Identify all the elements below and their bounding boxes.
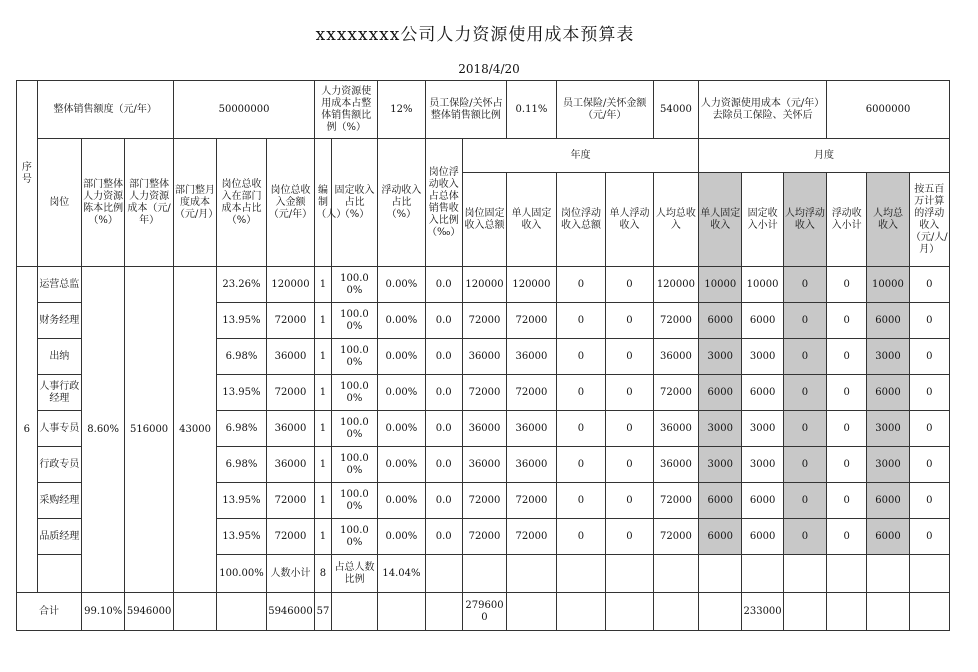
cell-headcount: 1 — [315, 303, 332, 339]
cell-m2: 6000 — [742, 519, 783, 555]
cell-headcount: 1 — [315, 447, 332, 483]
cell-m2: 6000 — [742, 375, 783, 411]
cell-m5: 6000 — [867, 483, 909, 519]
cell-a5: 72000 — [653, 519, 698, 555]
total-monthly-fixed: 233000 — [742, 593, 783, 631]
hr-ratio-value: 12% — [378, 81, 425, 139]
cell-a1: 72000 — [462, 375, 506, 411]
cell-a4: 0 — [606, 375, 653, 411]
summary-row — [17, 81, 950, 139]
table-row — [17, 267, 950, 303]
cell-m4: 0 — [827, 447, 867, 483]
col-float-ratio: 浮动收入占比（%） — [378, 139, 425, 267]
cell-m3: 0 — [783, 303, 826, 339]
cell-headcount: 1 — [315, 483, 332, 519]
total-annual-fixed: 2796000 — [462, 593, 506, 631]
col-annual-fixed-total: 岗位固定收入总额 — [462, 173, 506, 267]
cell-m6: 0 — [909, 303, 949, 339]
header-row-1 — [17, 139, 950, 173]
cell-a5: 72000 — [653, 375, 698, 411]
cell-m4: 0 — [827, 411, 867, 447]
seq-header: 序号 — [17, 81, 38, 267]
cell-a1: 36000 — [462, 411, 506, 447]
cell-a1: 36000 — [462, 339, 506, 375]
group-dept-cost-month: 43000 — [173, 267, 216, 593]
cell-fixed-ratio: 100.00% — [331, 375, 377, 411]
cell-income: 120000 — [266, 267, 315, 303]
cell-position: 人事专员 — [37, 411, 81, 447]
cell-headcount: 1 — [315, 339, 332, 375]
subtotal-position-empty — [37, 555, 81, 593]
cell-fixed-ratio: 100.00% — [331, 267, 377, 303]
cell-a2: 72000 — [507, 483, 557, 519]
cell-float-ratio: 0.00% — [378, 519, 425, 555]
cell-m1: 6000 — [699, 519, 742, 555]
cell-headcount: 1 — [315, 411, 332, 447]
cell-a3: 0 — [556, 267, 606, 303]
cell-position: 财务经理 — [37, 303, 81, 339]
cell-m2: 3000 — [742, 339, 783, 375]
cell-float-sales-ratio: 0.0 — [425, 519, 462, 555]
cell-m5: 3000 — [867, 447, 909, 483]
cell-a4: 0 — [606, 267, 653, 303]
subtotal-share-label: 占总人数比例 — [331, 555, 377, 593]
cell-a5: 72000 — [653, 483, 698, 519]
cell-m6: 0 — [909, 267, 949, 303]
cell-position: 人事行政经理 — [37, 375, 81, 411]
col-annual-avg: 人均总收入 — [653, 173, 698, 267]
cell-m5: 6000 — [867, 303, 909, 339]
col-annual-fixed-per: 单人固定收入 — [507, 173, 557, 267]
cell-position: 行政专员 — [37, 447, 81, 483]
cell-m1: 3000 — [699, 339, 742, 375]
total-dept-cost-year: 5946000 — [125, 593, 174, 631]
cell-a2: 36000 — [507, 447, 557, 483]
cell-a3: 0 — [556, 375, 606, 411]
col-fixed-ratio: 固定收入占比（%） — [331, 139, 377, 267]
cell-pos-ratio: 6.98% — [217, 447, 267, 483]
cell-a4: 0 — [606, 303, 653, 339]
col-dept-cost-month: 部门整月度成本（元/月） — [173, 139, 216, 267]
ins-ratio-value: 0.11% — [507, 81, 557, 139]
cell-position: 采购经理 — [37, 483, 81, 519]
cell-income: 72000 — [266, 303, 315, 339]
cell-a2: 36000 — [507, 411, 557, 447]
subtotal-hc-label: 人数小计 — [266, 555, 315, 593]
monthly-group-header: 月度 — [699, 139, 950, 173]
cell-float-ratio: 0.00% — [378, 339, 425, 375]
group-seq: 6 — [17, 267, 38, 593]
cell-position: 运营总监 — [37, 267, 81, 303]
cell-m3: 0 — [783, 447, 826, 483]
cell-float-sales-ratio: 0.0 — [425, 375, 462, 411]
cell-m2: 6000 — [742, 483, 783, 519]
cell-float-sales-ratio: 0.0 — [425, 447, 462, 483]
cell-m3: 0 — [783, 411, 826, 447]
cell-m4: 0 — [827, 339, 867, 375]
col-monthly-fixed-per: 单人固定收入 — [699, 173, 742, 267]
cell-float-ratio: 0.00% — [378, 411, 425, 447]
ins-amount-value: 54000 — [653, 81, 698, 139]
cell-a2: 72000 — [507, 375, 557, 411]
cell-m4: 0 — [827, 483, 867, 519]
cell-m1: 6000 — [699, 375, 742, 411]
col-headcount: 编制（人） — [315, 139, 332, 267]
cell-income: 36000 — [266, 339, 315, 375]
cell-headcount: 1 — [315, 267, 332, 303]
col-dept-ratio: 部门整体人力资源陈本比例（%） — [82, 139, 125, 267]
cell-float-sales-ratio: 0.0 — [425, 339, 462, 375]
cell-income: 36000 — [266, 411, 315, 447]
cell-a4: 0 — [606, 483, 653, 519]
cell-a3: 0 — [556, 303, 606, 339]
cell-m6: 0 — [909, 483, 949, 519]
cell-m3: 0 — [783, 519, 826, 555]
cell-m4: 0 — [827, 267, 867, 303]
total-income: 5946000 — [266, 593, 315, 631]
cell-pos-ratio: 13.95% — [217, 303, 267, 339]
cell-a3: 0 — [556, 411, 606, 447]
cell-income: 72000 — [266, 375, 315, 411]
cell-m2: 10000 — [742, 267, 783, 303]
hr-cost-label: 人力资源使用成本（元/年）去除员工保险、关怀后 — [699, 81, 827, 139]
cell-m4: 0 — [827, 375, 867, 411]
cell-m1: 10000 — [699, 267, 742, 303]
cell-a5: 72000 — [653, 303, 698, 339]
col-monthly-avg: 人均总收入 — [867, 173, 909, 267]
cell-a2: 72000 — [507, 303, 557, 339]
cell-m1: 6000 — [699, 483, 742, 519]
cell-a5: 36000 — [653, 411, 698, 447]
cell-a3: 0 — [556, 483, 606, 519]
cell-float-sales-ratio: 0.0 — [425, 267, 462, 303]
col-position: 岗位 — [37, 139, 81, 267]
col-monthly-float-5m: 按五百万计算的浮动收入（元/人/月） — [909, 173, 949, 267]
ins-amount-label: 员工保险/关怀金额（元/年） — [556, 81, 653, 139]
total-dept-ratio: 99.10% — [82, 593, 125, 631]
cell-m5: 10000 — [867, 267, 909, 303]
cell-a3: 0 — [556, 339, 606, 375]
cell-pos-ratio: 23.26% — [217, 267, 267, 303]
cell-float-ratio: 0.00% — [378, 375, 425, 411]
col-monthly-float-avg: 人均浮动收入 — [783, 173, 826, 267]
cell-m2: 3000 — [742, 411, 783, 447]
sales-label: 整体销售额度（元/年） — [37, 81, 173, 139]
annual-group-header: 年度 — [462, 139, 698, 173]
subtotal-share: 14.04% — [378, 555, 425, 593]
cell-a1: 120000 — [462, 267, 506, 303]
cell-fixed-ratio: 100.00% — [331, 447, 377, 483]
cell-a4: 0 — [606, 411, 653, 447]
cell-a1: 72000 — [462, 483, 506, 519]
cell-a1: 36000 — [462, 447, 506, 483]
cell-m3: 0 — [783, 267, 826, 303]
ins-ratio-label: 员工保险/关怀占整体销售额比例 — [425, 81, 507, 139]
cell-float-sales-ratio: 0.0 — [425, 411, 462, 447]
cell-m6: 0 — [909, 519, 949, 555]
cell-float-ratio: 0.00% — [378, 447, 425, 483]
cell-fixed-ratio: 100.00% — [331, 339, 377, 375]
cell-a1: 72000 — [462, 303, 506, 339]
hr-cost-value: 6000000 — [827, 81, 950, 139]
cell-m5: 3000 — [867, 339, 909, 375]
cell-m5: 6000 — [867, 375, 909, 411]
cell-pos-ratio: 13.95% — [217, 483, 267, 519]
page-title: xxxxxxxx公司人力资源使用成本预算表 — [315, 25, 635, 45]
cell-a2: 36000 — [507, 339, 557, 375]
cell-pos-ratio: 6.98% — [217, 411, 267, 447]
cell-float-sales-ratio: 0.0 — [425, 303, 462, 339]
col-annual-float-per: 单人浮动收入 — [606, 173, 653, 267]
cell-a4: 0 — [606, 447, 653, 483]
report-date: 2018/4/20 — [458, 62, 520, 76]
cell-headcount: 1 — [315, 519, 332, 555]
col-pos-income: 岗位总收入金额（元/年） — [266, 139, 315, 267]
cell-m5: 6000 — [867, 519, 909, 555]
cell-income: 36000 — [266, 447, 315, 483]
cell-a5: 120000 — [653, 267, 698, 303]
sales-value: 50000000 — [173, 81, 314, 139]
subtotal-ratio: 100.00% — [217, 555, 267, 593]
group-dept-cost-year: 516000 — [125, 267, 174, 593]
subtotal-hc: 8 — [315, 555, 332, 593]
cell-m3: 0 — [783, 483, 826, 519]
cell-income: 72000 — [266, 483, 315, 519]
cell-m5: 3000 — [867, 411, 909, 447]
cell-m3: 0 — [783, 339, 826, 375]
cell-m3: 0 — [783, 375, 826, 411]
col-pos-ratio: 岗位总收入在部门成本占比（%） — [217, 139, 267, 267]
cell-m2: 3000 — [742, 447, 783, 483]
cell-m1: 3000 — [699, 411, 742, 447]
cell-m1: 6000 — [699, 303, 742, 339]
cell-headcount: 1 — [315, 375, 332, 411]
budget-table — [16, 80, 950, 631]
col-float-sales-ratio: 岗位浮动收入占总体销售收入比例（‰） — [425, 139, 462, 267]
col-dept-cost-year: 部门整体人力资源成本（元/年） — [125, 139, 174, 267]
cell-fixed-ratio: 100.00% — [331, 411, 377, 447]
cell-a5: 36000 — [653, 447, 698, 483]
col-monthly-float-sub: 浮动收入小计 — [827, 173, 867, 267]
cell-float-ratio: 0.00% — [378, 267, 425, 303]
cell-income: 72000 — [266, 519, 315, 555]
cell-a4: 0 — [606, 519, 653, 555]
cell-a3: 0 — [556, 447, 606, 483]
total-row — [17, 593, 950, 631]
cell-a5: 36000 — [653, 339, 698, 375]
cell-float-sales-ratio: 0.0 — [425, 483, 462, 519]
cell-m4: 0 — [827, 303, 867, 339]
cell-a2: 72000 — [507, 519, 557, 555]
cell-fixed-ratio: 100.00% — [331, 303, 377, 339]
cell-pos-ratio: 13.95% — [217, 519, 267, 555]
cell-position: 品质经理 — [37, 519, 81, 555]
cell-a1: 72000 — [462, 519, 506, 555]
cell-m6: 0 — [909, 411, 949, 447]
cell-m2: 6000 — [742, 303, 783, 339]
col-monthly-fixed-sub: 固定收入小计 — [742, 173, 783, 267]
cell-m6: 0 — [909, 339, 949, 375]
col-annual-float-total: 岗位浮动收入总额 — [556, 173, 606, 267]
total-headcount: 57 — [315, 593, 332, 631]
cell-m6: 0 — [909, 375, 949, 411]
cell-a3: 0 — [556, 519, 606, 555]
cell-float-ratio: 0.00% — [378, 483, 425, 519]
cell-float-ratio: 0.00% — [378, 303, 425, 339]
cell-m1: 3000 — [699, 447, 742, 483]
cell-pos-ratio: 6.98% — [217, 339, 267, 375]
cell-fixed-ratio: 100.00% — [331, 483, 377, 519]
cell-a4: 0 — [606, 339, 653, 375]
hr-ratio-label: 人力资源使用成本占整体销售额比例（%） — [315, 81, 378, 139]
cell-position: 出纳 — [37, 339, 81, 375]
cell-m6: 0 — [909, 447, 949, 483]
cell-a2: 120000 — [507, 267, 557, 303]
group-dept-ratio: 8.60% — [82, 267, 125, 593]
cell-m4: 0 — [827, 519, 867, 555]
total-label: 合计 — [17, 593, 82, 631]
cell-pos-ratio: 13.95% — [217, 375, 267, 411]
cell-fixed-ratio: 100.00% — [331, 519, 377, 555]
